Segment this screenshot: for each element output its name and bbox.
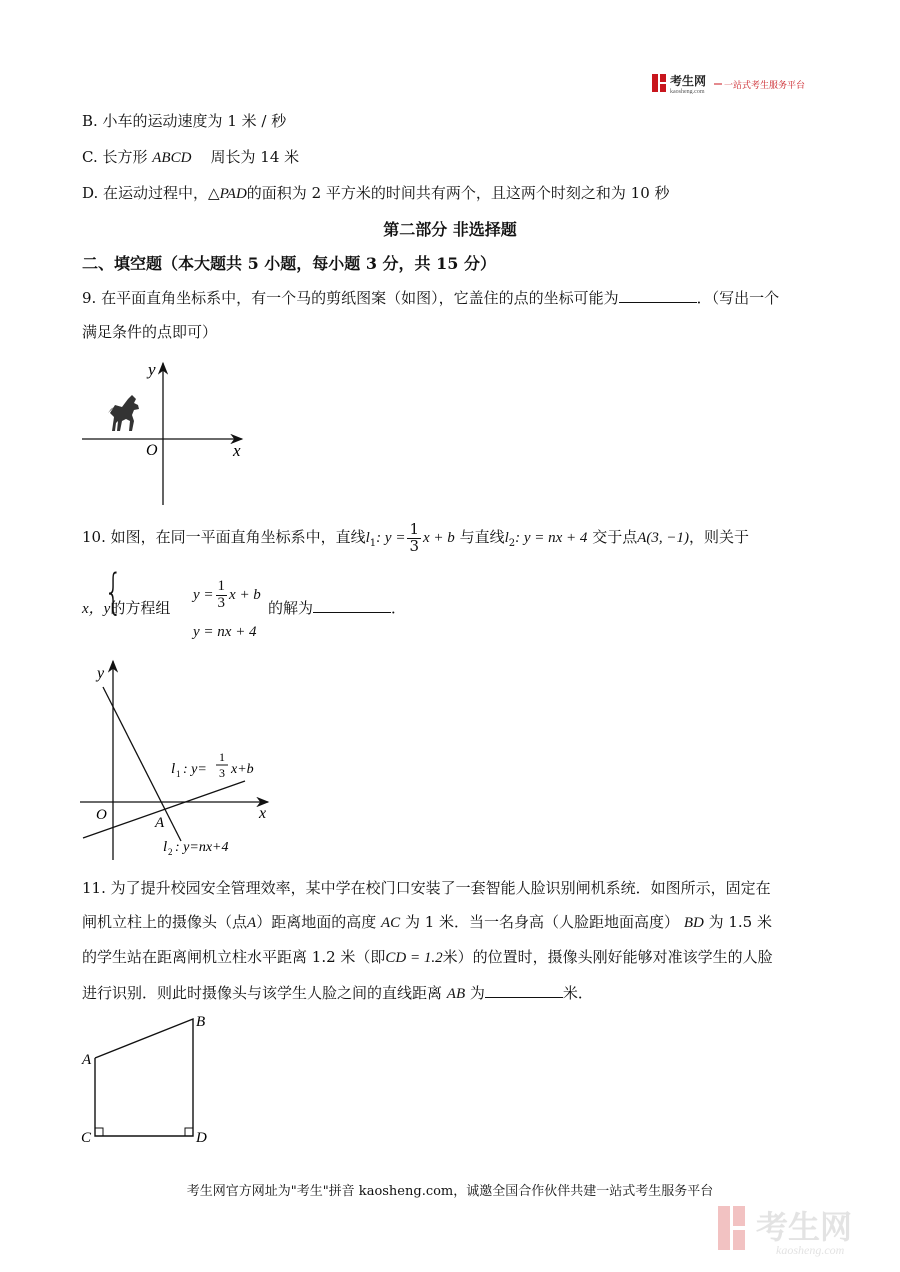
q10-l1: l — [365, 530, 370, 546]
q10-fig-origin: O — [96, 807, 107, 823]
q11-text-4a: 进行识别．则此时摄像头与该学生人脸之间的直线距离 — [82, 984, 443, 1002]
q11-quadrilateral — [95, 1019, 193, 1136]
q11-fig-c: C — [81, 1130, 92, 1146]
q10-answer-line — [268, 597, 406, 618]
q10-text-c: 交于点 — [592, 528, 638, 546]
watermark-logo-icon — [718, 1206, 745, 1250]
q11-text-2b: ）距离地面的高度 — [256, 913, 377, 931]
q11-fig-b: B — [196, 1014, 206, 1030]
q11-line4 — [82, 982, 593, 1003]
q9-line1 — [82, 287, 779, 308]
q11-text-2c: 为 1 米．当一名身高（人脸距地面高度） — [404, 913, 680, 931]
q11-fig-a: A — [82, 1052, 92, 1068]
q10-fig-l2: l — [163, 839, 168, 855]
q11-var-ab: AB — [446, 986, 466, 1002]
q10-l1-fraction — [407, 519, 421, 555]
header-logo — [652, 72, 812, 94]
q11-right-angle-d — [185, 1128, 193, 1136]
option-c — [82, 146, 299, 167]
q11-text-3a: 的学生站在距离闸机立柱水平距离 1.2 米（即 — [82, 948, 386, 966]
q11-line2 — [82, 911, 772, 932]
q10-fig-frac-den: 3 — [219, 766, 225, 780]
watermark-name: 考生网 — [756, 1209, 853, 1245]
q11-fig-d: D — [196, 1130, 207, 1146]
q11-answer-blank[interactable] — [485, 983, 563, 998]
q10-fig-l1-eq-b: x+b — [231, 762, 254, 777]
q11-line3 — [82, 946, 773, 967]
option-d-prefix: D. 在运动过程中， — [82, 184, 209, 202]
q9-answer-blank[interactable] — [619, 288, 697, 303]
footer-watermark — [716, 1200, 886, 1258]
q10-sys1-a: y = — [193, 587, 214, 603]
option-c-var: ABCD — [152, 150, 192, 166]
q10-l2-eq: : y = nx + 4 — [515, 530, 588, 546]
q10-system-eq2: y = nx + 4 — [193, 624, 257, 640]
q10-fig-l1: l — [171, 761, 176, 777]
q10-fig-point-a: A — [155, 815, 165, 831]
q10-text-d: ，则关于 — [689, 528, 750, 546]
q10-sys-frac-num: 1 — [217, 578, 226, 595]
q10-vars: x，y — [82, 601, 111, 617]
option-c-prefix: C. 长方形 — [82, 148, 148, 166]
q11-text-2d: 为 1.5 米 — [708, 913, 772, 931]
logo-sub: kaosheng.com — [670, 89, 705, 94]
logo-name: 考生网 — [670, 74, 707, 88]
q10-point: A(3, −1) — [637, 530, 690, 546]
q10-frac-num: 1 — [409, 519, 419, 538]
logo-tagline: 一站式考生服务平台 — [724, 80, 806, 90]
q9-y-label: y — [148, 360, 156, 379]
q9-line2: 满足条件的点即可） — [82, 323, 218, 341]
section-heading: 二、填空题（本大题共 5 小题，每小题 3 分，共 15 分） — [82, 254, 496, 273]
q10-frac-den: 3 — [409, 536, 419, 555]
q10-system-eq1 — [193, 575, 261, 615]
q9-x-label: x — [233, 441, 241, 460]
q11-var-bd: BD — [683, 915, 704, 931]
q11-figure — [75, 1008, 220, 1153]
q9-text-a: 9. 在平面直角坐标系中，有一个马的剪纸图案（如图），它盖住的点的坐标可能为 — [82, 289, 619, 307]
q11-text-3b: 米）的位置时，摄像头刚好能够对准该学生的人脸 — [442, 948, 773, 966]
part-title: 第二部分 非选择题 — [383, 220, 517, 239]
q10-sys1-b: x + b — [229, 587, 261, 603]
option-d — [82, 182, 670, 203]
q11-text-4c: 米． — [562, 984, 593, 1002]
q10-system-brace: { — [104, 564, 123, 620]
q10-l1-eq-a: : y = — [376, 530, 406, 546]
q10-fig-l1-sub: 1 — [176, 769, 181, 779]
q10-sys-frac-den: 3 — [217, 595, 226, 612]
q10-text-b: 与直线 — [459, 528, 505, 546]
q10-fig-l2-sub: 2 — [168, 847, 173, 857]
q11-var-ac: AC — [380, 915, 401, 931]
q11-right-angle-c — [95, 1128, 103, 1136]
q10-l1-sub: 1 — [369, 538, 377, 549]
kaosheng-logo-icon — [652, 72, 812, 94]
q10-text-g: ． — [391, 599, 407, 617]
watermark-sub: kaosheng.com — [776, 1243, 845, 1257]
q11-var-a: A — [247, 915, 257, 931]
option-b: B. 小车的运动速度为 1 米 / 秒 — [82, 112, 287, 130]
q9-text-b: ．（写出一个 — [696, 289, 780, 307]
q10-fig-y: y — [97, 665, 105, 682]
q11-line1: 11. 为了提升校园安全管理效率，某中学在校门口安装了一套智能人脸识别闸机系统．如图所示，固定在 — [82, 879, 771, 897]
q10-fig-x: x — [259, 805, 267, 822]
q11-eq-cd: CD = 1.2 — [385, 950, 443, 966]
q10-l2: l — [504, 530, 509, 546]
q10-text-a: 10. 如图，在同一平面直角坐标系中，直线 — [82, 528, 366, 546]
q10-fig-l2-eq: : y=nx+4 — [175, 840, 229, 855]
q10-figure — [75, 655, 290, 865]
q10-fig-frac-num: 1 — [219, 750, 225, 764]
q9-origin-label: O — [146, 442, 158, 459]
option-c-suffix: 周长为 14 米 — [210, 148, 300, 166]
q10-answer-blank[interactable] — [313, 598, 391, 613]
option-d-var: △PAD — [208, 186, 247, 202]
q10-sys-fraction — [216, 579, 228, 612]
q10-text-f: 的解为 — [268, 599, 314, 617]
q10-l2-sub: 2 — [508, 538, 516, 549]
q11-text-4b: 为 — [469, 984, 485, 1002]
q10-text-e: 的方程组 — [110, 599, 171, 617]
horse-icon — [108, 395, 139, 431]
q9-figure — [70, 355, 260, 510]
q10-line1 — [82, 517, 749, 564]
q11-text-2a: 闸机立柱上的摄像头（点 — [82, 913, 248, 931]
q10-l1-eq-b: x + b — [423, 530, 455, 546]
q10-line2 — [82, 597, 170, 618]
q10-fig-l1-eq-a: : y= — [183, 762, 207, 777]
option-d-suffix: 的面积为 2 平方米的时间共有两个，且这两个时刻之和为 10 秒 — [246, 184, 670, 202]
footer-text: 考生网官方网址为"考生"拼音 kaosheng.com，诚邀全国合作伙伴共建一站式考生服务平台 — [186, 1184, 714, 1199]
